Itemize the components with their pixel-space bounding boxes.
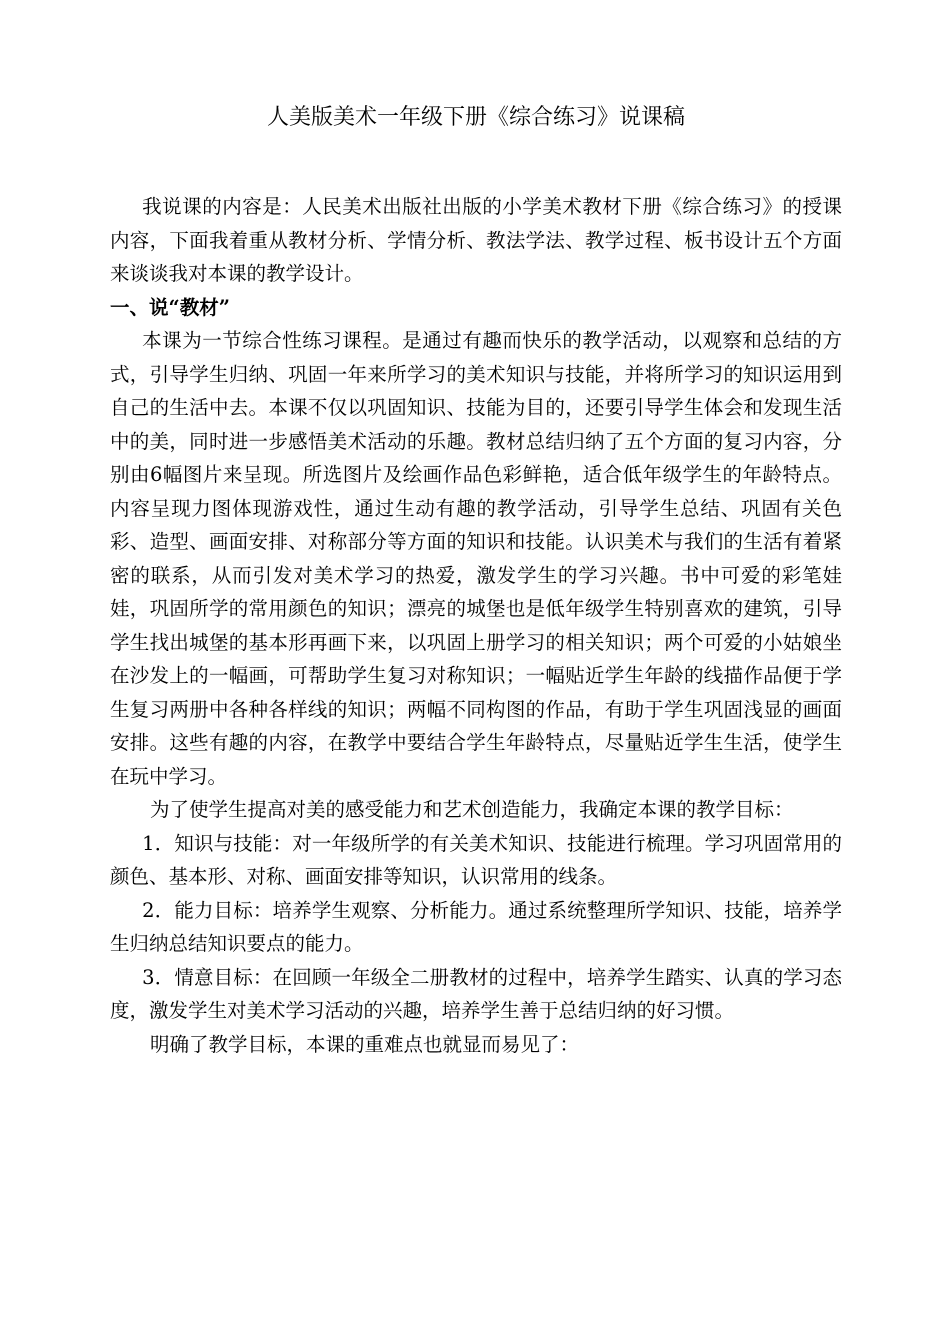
- goal-emotion: 3．情意目标：在回顾一年级全二册教材的过程中，培养学生踏实、认真的学习态度，激发学生对美术学习活动的兴趣，培养学生善于总结归纳的好习惯。: [110, 965, 842, 1022]
- textbook-analysis-paragraph: 本课为一节综合性练习课程。是通过有趣而快乐的教学活动，以观察和总结的方式，引导学生归纳、巩固一年来所学习的美术知识与技能，并将所学习的知识运用到自己的生活中去。本课不仅以巩固知识、技能为目的，还要引导学生体会和发现生活中的美，同时进一步感悟美术活动的乐趣。教材总结归纳了五个方面的复习内容，分别由6幅图片来呈现。所选图片及绘画作品色彩鲜艳，适合低年级学生的年龄特点。内容呈现力图体现游戏性，通过生动有趣的教学活动，引导学生总结、巩固有关色彩、造型、画面安排、对称部分等方面的知识和技能。认识美术与我们的生活有着紧密的联系，从而引发对美术学习的热爱，激发学生的学习兴趣。书中可爱的彩笔娃娃，巩固所学的常用颜色的知识；漂亮的城堡也是低年级学生特别喜欢的建筑，引导学生找出城堡的基本形再画下来，以巩固上册学习的相关知识；两个可爱的小姑娘坐在沙发上的一幅画，可帮助学生复习对称知识；一幅贴近学生年龄的线描作品便于学生复习两册中各种各样线的知识；两幅不同构图的作品，有助于学生巩固浅显的画面安排。这些有趣的内容，在教学中要结合学生年龄特点，尽量贴近学生生活，使学生在玩中学习。: [110, 329, 842, 788]
- closing-paragraph: 明确了教学目标，本课的重难点也就显而易见了：: [149, 1032, 579, 1056]
- document-title: 人美版美术一年级下册《综合练习》说课稿: [266, 105, 685, 130]
- goals-intro-paragraph: 为了使学生提高对美的感受能力和艺术创造能力，我确定本课的教学目标：: [149, 798, 794, 821]
- document-page: [110, 98, 842, 1061]
- intro-paragraph: 我说课的内容是：人民美术出版社出版的小学美术教材下册《综合练习》的授课内容，下面我着重从教材分析、学情分析、教法学法、教学过程、板书设计五个方面来谈谈我对本课的教学设计。: [110, 195, 842, 285]
- goal-knowledge-skills: 1．知识与技能：对一年级所学的有关美术知识、技能进行梳理。学习巩固常用的颜色、基本形、对称、画面安排等知识，认识常用的线条。: [110, 831, 842, 888]
- goal-ability: 2．能力目标：培养学生观察、分析能力。通过系统整理所学知识、技能，培养学生归纳总结知识要点的能力。: [110, 898, 842, 955]
- section-heading-textbook: 一、说“教材”: [110, 295, 230, 319]
